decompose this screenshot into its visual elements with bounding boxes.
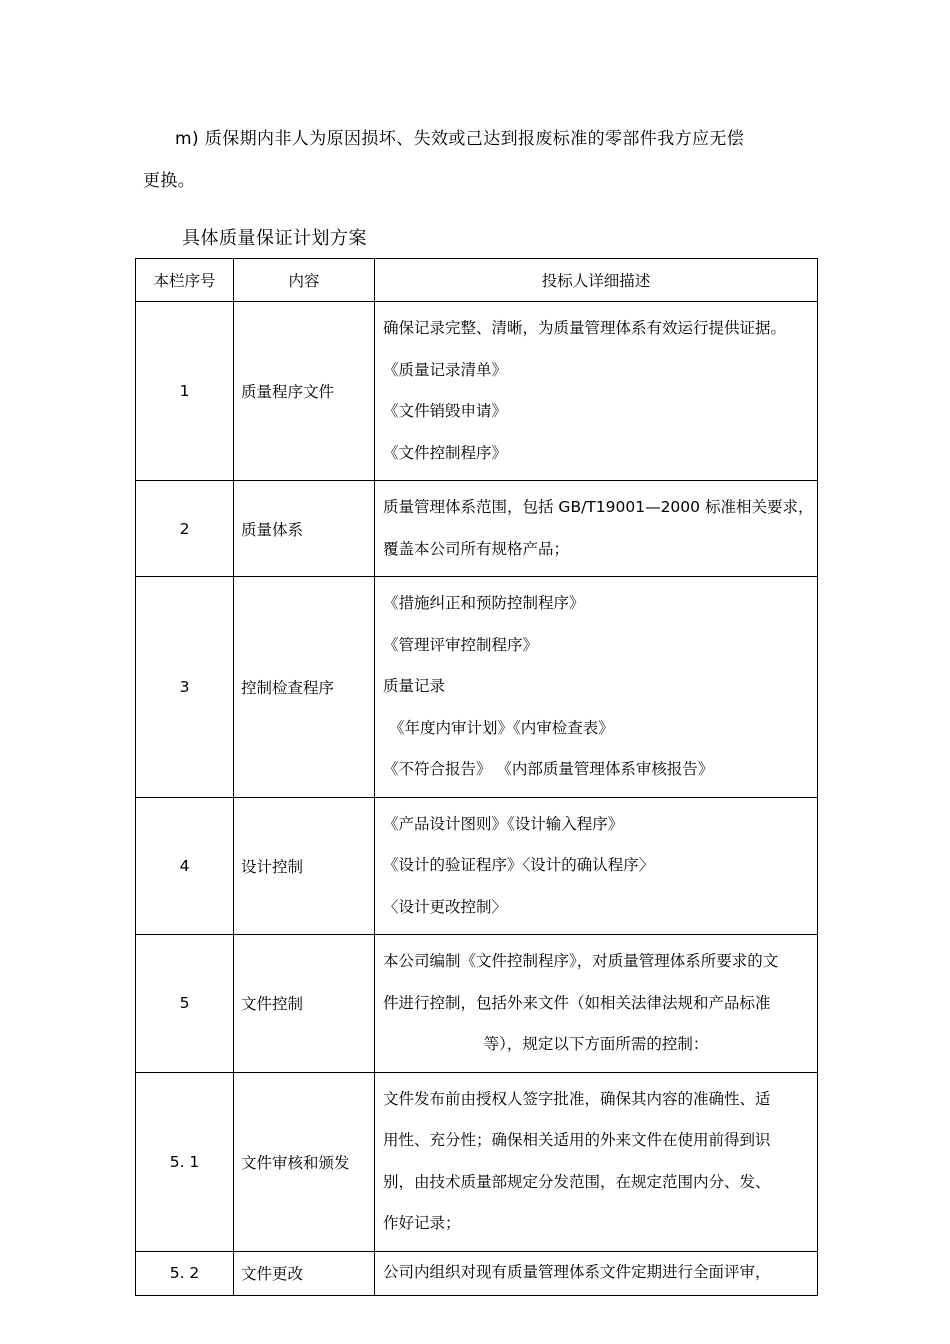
paragraph-line-2: 更换。 [143,171,196,191]
row-description [375,935,818,1073]
description-line: 等），规定以下方面所需的控制： [483,1035,709,1053]
table-row [136,1251,818,1295]
description-line: 《文件控制程序》 [383,443,508,462]
row-content: 控制检查程序 [234,577,375,798]
row-description [375,797,818,935]
row-description [375,481,818,577]
description-line: 别，由技术质量部规定分发范围，在规定范围内分、发、 [383,1172,771,1191]
row-content: 文件更改 [234,1251,375,1295]
row-description [375,577,818,798]
row-description [375,302,818,481]
table-row [136,302,818,481]
description-line: 件进行控制，包括外来文件（如相关法律法规和产品标准 [383,993,771,1012]
row-description [375,1072,818,1251]
description-line: 《文件销毁申请》 [383,402,508,420]
table-row [136,935,818,1073]
description-line: 公司内组织对现有质量管理体系文件定期进行全面评审， [383,1263,771,1282]
header-content: 内容 [234,259,375,302]
description-line: 质量管理体系范围，包括 GB/T19001—2000 标准相关要求， [383,498,814,516]
table-row [136,481,818,577]
description-line: 〈设计更改控制〉 [383,897,508,916]
row-content: 文件审核和颁发 [234,1072,375,1251]
table-row [136,1072,818,1251]
row-content: 质量体系 [234,481,375,577]
description-line: 《质量记录清单》 [383,360,508,379]
description-line: 《设计的验证程序》〈设计的确认程序〉 [383,856,655,874]
warranty-paragraph [143,118,808,202]
description-line: 用性、充分性；确保相关适用的外来文件在使用前得到识 [383,1131,771,1149]
description-line: 文件发布前由授权人签字批准，确保其内容的准确性、适 [383,1089,771,1108]
description-line: 《不符合报告》 《内部质量管理体系审核报告》 [383,760,714,778]
description-line: 《年度内审计划》《内审检查表》 [389,718,614,737]
description-line: 《产品设计图则》《设计输入程序》 [383,814,624,833]
paragraph-line-1: m) 质保期内非人为原因损坏、失效或己达到报废标准的零部件我方应无偿 [175,129,745,149]
quality-plan-table [135,258,818,1296]
description-line: 《措施纠正和预防控制程序》 [383,594,585,612]
header-description: 投标人详细描述 [375,259,818,302]
row-number: 5. 1 [136,1072,234,1251]
row-number: 1 [136,302,234,481]
description-line: 《管理评审控制程序》 [383,635,539,654]
row-number: 3 [136,577,234,798]
description-line: 质量记录 [383,677,446,695]
row-content: 设计控制 [234,797,375,935]
table-title: 具体质量保证计划方案 [182,228,367,249]
row-number: 5. 2 [136,1251,234,1295]
row-content: 文件控制 [234,935,375,1073]
table-row [136,577,818,798]
header-serial: 本栏序号 [136,259,234,302]
description-line: 本公司编制《文件控制程序》，对质量管理体系所要求的文 [383,952,779,970]
row-description [375,1251,818,1295]
table-header-row [136,259,818,302]
description-line: 确保记录完整、清晰，为质量管理体系有效运行提供证据。 [383,319,787,337]
description-line: 覆盖本公司所有规格产品； [383,539,570,558]
description-line: 作好记录； [383,1214,461,1232]
row-number: 4 [136,797,234,935]
row-number: 5 [136,935,234,1073]
table-row [136,797,818,935]
row-content: 质量程序文件 [234,302,375,481]
row-number: 2 [136,481,234,577]
